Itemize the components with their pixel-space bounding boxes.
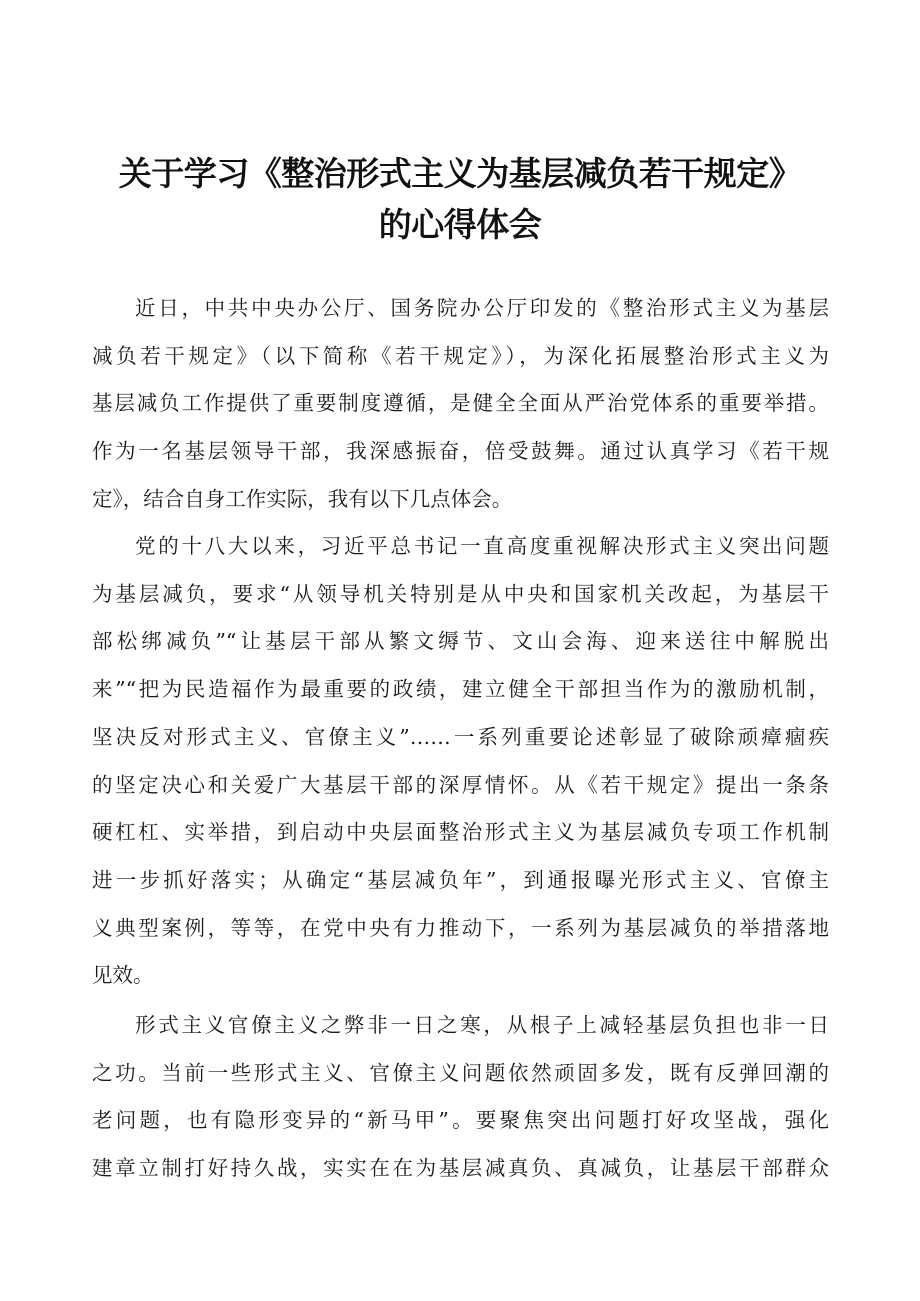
paragraph-line: 作为一名基层领导干部，我深感振奋，倍受鼓舞。通过认真学习《若干规 [92,439,829,463]
paragraph-line: 建章立制打好持久战，实实在在为基层减真负、真减负，让基层干部群众 [92,1156,829,1180]
document-title-line-2: 的心得体会 [378,205,542,244]
paragraph-line: 近日，中共中央办公厅、国务院办公厅印发的《整治形式主义为基层 [135,296,829,320]
paragraph-line: 义典型案例，等等，在党中央有力推动下，一系列为基层减负的举措落地 [92,916,829,940]
paragraph-line: 基层减负工作提供了重要制度遵循，是健全全面从严治党体系的重要举措。 [92,391,829,415]
paragraph-line: 坚决反对形式主义、官僚主义”……一系列重要论述彰显了破除顽瘴痼疾 [92,725,829,749]
paragraph-line: 老问题，也有隐形变异的“新马甲”。要聚焦突出问题打好攻坚战，强化 [92,1108,829,1132]
paragraph-line: 硬杠杠、实举措，到启动中央层面整治形式主义为基层减负专项工作机制 [92,820,829,844]
paragraph-line: 进一步抓好落实；从确定“基层减负年”，到通报曝光形式主义、官僚主 [92,868,829,892]
paragraph-line: 见效。 [92,963,154,987]
paragraph-line: 的坚定决心和关爱广大基层干部的深厚情怀。从《若干规定》提出一条条 [92,773,829,797]
paragraph-line: 定》，结合自身工作实际，我有以下几点体会。 [92,487,513,511]
paragraph-line: 之功。当前一些形式主义、官僚主义问题依然顽固多发，既有反弹回潮的 [92,1061,829,1085]
paragraph-line: 形式主义官僚主义之弊非一日之寒，从根子上减轻基层负担也非一日 [135,1013,829,1037]
paragraph-line: 为基层减负，要求“从领导机关特别是从中央和国家机关改起，为基层干 [92,582,829,606]
paragraph-line: 部松绑减负”“让基层干部从繁文缛节、文山会海、迎来送往中解脱出 [92,629,829,653]
paragraph-line: 来”“把为民造福作为最重要的政绩，建立健全干部担当作为的激励机制， [92,677,829,701]
paragraph-line: 减负若干规定》（以下简称《若干规定》），为深化拓展整治形式主义为 [92,344,829,368]
document-title-line-1: 关于学习《整治形式主义为基层减负若干规定》 [118,154,802,193]
paragraph-line: 党的十八大以来，习近平总书记一直高度重视解决形式主义突出问题 [135,534,829,558]
